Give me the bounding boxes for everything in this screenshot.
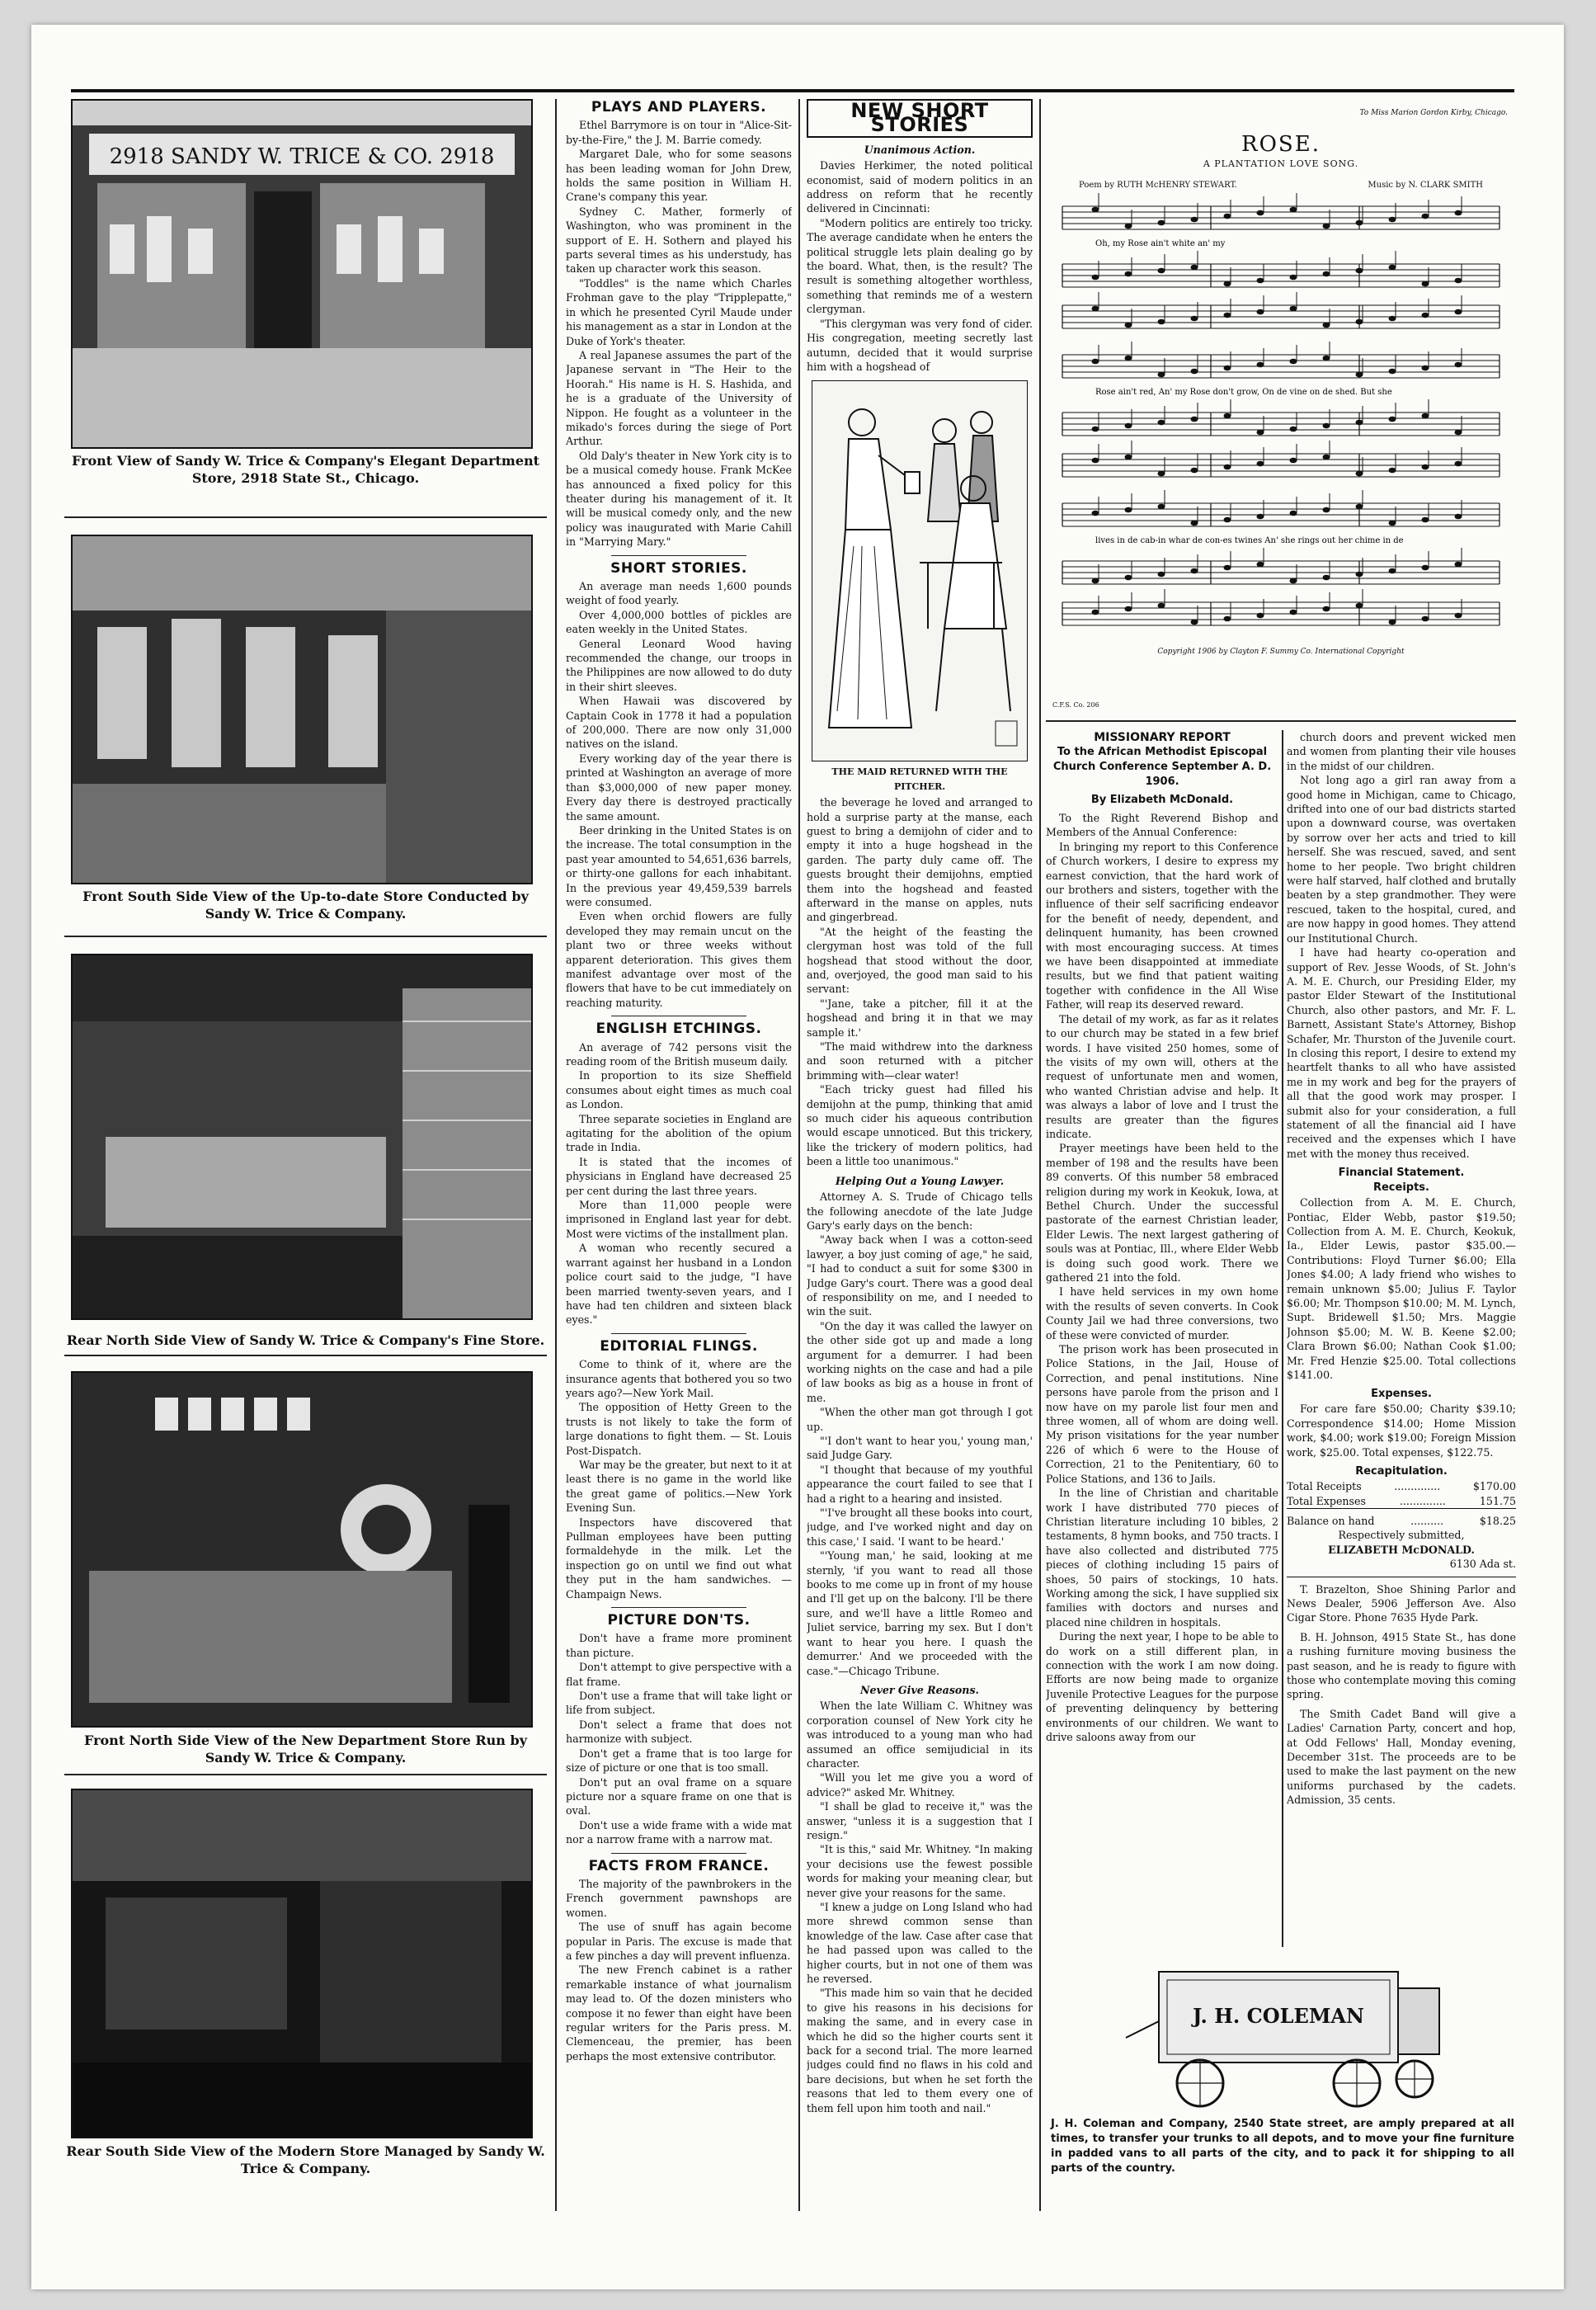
france-heading: FACTS FROM FRANCE. [588, 1857, 770, 1874]
music-note [1455, 362, 1462, 368]
sign-address: 6130 Ada st. [1449, 1558, 1516, 1571]
missionary-body-cont [1287, 730, 1516, 1161]
music-note [1323, 356, 1330, 361]
music-note [1257, 362, 1264, 368]
paragraph: "This clergyman was very fond of cider. His congregation, meeting secretly last autumn, decided that it would surprise him with a hogshead of [807, 317, 1033, 373]
store-photo-3 [71, 954, 533, 1320]
paragraph: Over 4,000,000 bottles of pickles are eaten weekly in the United States. [566, 608, 792, 636]
paragraph: T. Brazelton, Shoe Shining Parlor and News Dealer, 5906 Jefferson Ave. Also Cigar Store. Phone 7635 Hyde Park. [1287, 1582, 1516, 1624]
paragraph: "'Young man,' he said, looking at me sternly, 'if you want to read all those books to me come up in front of my house and I'll get up on the balcony. I'll be there sure, and we'll have a little Romeo and Juliet service, barring my sex. But I don't want to hear you here. I quash the demurrer.' And we proceeded with the case."—Chicago Tribune. [807, 1549, 1033, 1677]
music-note [1356, 572, 1363, 578]
music-note [1290, 306, 1297, 312]
music-note [1290, 275, 1297, 280]
music-note [1125, 224, 1132, 229]
column-rule [555, 99, 557, 2211]
paragraph: In the line of Christian and charitable work I have distributed 770 pieces of Christian literature including 10 bibles, 2 testaments, 8 hymn books, and 750 tracts. I have also collected and distributed 775 pieces of clothing including 15 pairs of shoes, 50 pairs of stockings, 10 hats. Working among the sick, I have supplied six families with doctors and nurses and placed nine children in hospitals. [1046, 1487, 1278, 1629]
music-note [1257, 210, 1264, 216]
paragraph: Beer drinking in the United States is on the increase. The total consumption in the past year amounted to 54,651,636 barrels, or thirty-one gallons for each inhabitant. In the previous year 49,459,539 barrels were consumed. [566, 823, 792, 908]
newspaper-page [31, 25, 1564, 2289]
paragraph: B. H. Johnson, 4915 State St., has done a rushing furniture moving business the past season, and he is ready to figure with those who contemplate moving this coming spring. [1287, 1630, 1516, 1701]
music-note [1323, 224, 1330, 229]
expenses-title: Expenses. [1371, 1388, 1432, 1401]
music-note [1257, 430, 1264, 436]
music-note [1356, 220, 1363, 226]
music-note [1125, 323, 1132, 328]
music-note [1158, 372, 1165, 378]
sign-name: ELIZABETH McDONALD. [1328, 1543, 1475, 1556]
paragraph: In proportion to its size Sheffield consumes about eight times as much coal as London. [566, 1069, 792, 1111]
paragraph: "I thought that because of my youthful appearance the court failed to see that I had a right to a hearing and insisted. [807, 1463, 1033, 1505]
music-note [1455, 430, 1462, 436]
music-note [1125, 507, 1132, 513]
music-note [1323, 507, 1330, 513]
music-note [1092, 458, 1099, 464]
paragraph: "Away back when I was a cotton-seed lawyer, a boy just coming of age," he said, "I had to conduct a suit for some $300 in Judge Gary's court. There was a good deal of responsibility on me, and I needed to win the suit. [807, 1233, 1033, 1318]
music-note [1092, 511, 1099, 516]
music-note [1092, 578, 1099, 584]
music-note [1290, 207, 1297, 213]
reasons-body [807, 1699, 1033, 2115]
paragraph: An average man needs 1,600 pounds weight of food yearly. [566, 580, 792, 607]
music-note [1257, 309, 1264, 315]
song-lyrics: lives in de cab-in whar de con-es twines An' she rings out her chime in de [1095, 536, 1404, 545]
music-note [1224, 281, 1231, 287]
photo-caption-3: Rear North Side View of Sandy W. Trice & Company's Fine Store. [66, 1332, 545, 1348]
financial-title: Financial Statement. [1338, 1167, 1465, 1180]
paragraph: When Hawaii was discovered by Captain Cook in 1778 it had a population of 200,000. There are now only 31,000 natives on the island. [566, 695, 792, 751]
music-note [1389, 316, 1396, 322]
lawyer-subhead: Helping Out a Young Lawyer. [835, 1174, 1005, 1187]
paragraph: Don't attempt to give perspective with a flat frame. [566, 1661, 792, 1688]
music-note [1290, 610, 1297, 615]
paragraph: Inspectors have discovered that Pullman employees have been putting formaldehyde in the milk. Let the inspection go on until we find out what they put in the ham sandwiches. — Champaign News. [566, 1516, 792, 1600]
paragraph: "The maid withdrew into the darkness and soon returned with a pitcher brimming with—clear water! [807, 1040, 1033, 1082]
photo-caption-1: Front View of Sandy W. Trice & Company's Elegant Department Store, 2918 State St., Chicago. [71, 453, 540, 486]
music-note [1158, 268, 1165, 274]
photo-caption-4: Front North Side View of the New Department Store Run by Sandy W. Trice & Company. [84, 1732, 527, 1766]
paragraph: the beverage he loved and arranged to hold a surprise party at the manse, each guest to bring a demijohn of cider and to empty it into a huge hogshead in the garden. The party duly came off. The guests brought their demijohns, emptied them into the hogshead and feasted afterward in the manse on apples, nuts and gingerbread. [807, 796, 1033, 924]
music-note [1191, 265, 1198, 271]
music-note [1455, 613, 1462, 619]
photo-block-1 [64, 99, 547, 518]
missionary-title: MISSIONARY REPORT [1094, 731, 1231, 744]
paragraph: The opposition of Hetty Green to the trusts is not likely to take the form of large donations to fight them. — St. Louis Post-Dispatch. [566, 1401, 792, 1457]
paragraph: The majority of the pawnbrokers in the French government pawnshops are women. [566, 1877, 792, 1919]
music-note [1224, 313, 1231, 318]
paragraph: An average of 742 persons visit the reading room of the British museum daily. [566, 1040, 792, 1068]
music-note [1191, 369, 1198, 375]
music-note [1125, 575, 1132, 581]
france-body [566, 1877, 792, 2063]
music-note [1422, 565, 1429, 571]
music-note [1455, 210, 1462, 216]
music-note [1257, 278, 1264, 284]
paragraph: I have held services in my own home with the results of seven converts. In Cook County Jail we had three conversions, two of these were convicted of murder. [1046, 1285, 1278, 1341]
paragraph: A woman who recently secured a warrant against her husband in a London police court said to the judge, "I have been married twenty-seven years, and I have had ten children and sixteen black eyes." [566, 1242, 792, 1327]
music-note [1356, 504, 1363, 510]
paragraph: Sydney C. Mather, formerly of Washington, who was prominent in the support of E. H. Sothern and played his parts several times as his understudy, has taken up character work this season. [566, 205, 792, 276]
paragraph: The detail of my work, as far as it relates to our church may be stated in a few brief words. I have visited 250 homes, some of the visits of my own will, others at the request of unfortunate men and women, who wanted Christian advise and help. It was always a labor of love and I trust the results are greater than the figures indicate. [1046, 1012, 1278, 1140]
music-note [1092, 359, 1099, 365]
paragraph: Three separate societies in England are agitating for the abolition of the opium trade in India. [566, 1112, 792, 1154]
music-note [1389, 521, 1396, 526]
music-note [1158, 603, 1165, 609]
coleman-ad-text: J. H. Coleman and Company, 2540 State street, are amply prepared at all times, to transfer your trunks to all depots, and to move your fine furniture in padded vans to all parts of the city, and to pack it for shipping to all parts of the country. [1051, 2118, 1514, 2175]
sign-respect: Respectively submitted, [1338, 1529, 1465, 1542]
music-note [1125, 455, 1132, 460]
coleman-ad [1051, 1955, 1514, 2219]
music-plate: C.F.S. Co. 206 [1052, 701, 1099, 709]
recap-title: Recapitulation. [1355, 1465, 1448, 1478]
music-dedication: To Miss Marion Gordon Kirby, Chicago. [1359, 109, 1508, 117]
english-heading: ENGLISH ETCHINGS. [596, 1021, 762, 1038]
paragraph: Margaret Dale, who for some seasons has been leading woman for John Drew, holds the same position in William H. Crane's company this year. [566, 148, 792, 204]
paragraph: "When the other man got through I got up. [807, 1406, 1033, 1433]
total-receipts-line: Total Receipts .............. $170.00 [1287, 1480, 1516, 1493]
paragraph: During the next year, I hope to be able to do work on a still different plan, in connection with the work I am now doing. Efforts are now being made to organize Juvenile Protective Leagues for the purpose of preventing delinquency by bettering environments of our children. We want to drive saloons away from our [1046, 1630, 1278, 1743]
editorial-body [566, 1357, 792, 1601]
paragraph: When the late William C. Whitney was corporation counsel of New York city he was introduced to a young man who had assumed an office semijudicial in its character. [807, 1700, 1033, 1770]
paragraph: "On the day it was called the lawyer on the other side got up and made a long argument for a demurrer. I had been working nights on the case and had a pile of law books as big as a house in front of me. [807, 1319, 1033, 1404]
picture-body [566, 1631, 792, 1846]
photo-block-5 [64, 1775, 547, 2193]
missionary-column [1046, 730, 1278, 1959]
music-note [1356, 603, 1363, 609]
plays-heading: PLAYS AND PLAYERS. [591, 99, 767, 116]
music-note [1389, 568, 1396, 574]
receipts-title: Receipts. [1372, 1181, 1429, 1195]
store-photo-5 [71, 1789, 533, 2138]
paragraph: I have had hearty co-operation and support of Rev. Jesse Woods, of St. John's A. M. E. Church, our Presiding Elder, my pastor Elder Stewart of the Institutional Church, also other pastors, and Mr. F. L. Barnett, Assistant State's Attorney, Bishop Schafer, Mr. Thurston of the Juvenile court. In closing this report, I desire to extend my heartfelt thanks to all who have assisted me in my work and beg for the prayers of all that the good work may prosper. I submit also for your consideration, a full statement of all the financial aid I have received and the expenses which I have met with the money thus received. [1287, 946, 1516, 1160]
music-note [1455, 514, 1462, 520]
music-note [1422, 464, 1429, 470]
music-note [1323, 575, 1330, 581]
music-note [1389, 369, 1396, 375]
music-note [1191, 316, 1198, 322]
paragraph: "'I've brought all these books into court, judge, and I've worked night and day on this case,' I said. 'I want to be heard.' [807, 1506, 1033, 1548]
column-3 [807, 99, 1033, 2211]
paragraph: It is stated that the incomes of physicians in England have decreased 25 per cent during the last three years. [566, 1155, 792, 1197]
music-note [1389, 217, 1396, 223]
music-note [1455, 461, 1462, 467]
paragraph: church doors and prevent wicked men and women from planting their vile houses in the midst of our children. [1287, 731, 1516, 772]
music-note [1158, 420, 1165, 426]
music-note [1356, 372, 1363, 378]
photo-block-3 [64, 937, 547, 1356]
song-lyrics: Oh, my Rose ain't white an' my [1095, 239, 1226, 248]
paragraph: "At the height of the feasting the clergyman host was told of the full hogshead that stood without the door, and, overjoyed, the good man said to his servant: [807, 925, 1033, 996]
paragraph: War may be the greater, but next to it at least there is no game in the world like the great game of politics.—New York Evening Sun. [566, 1458, 792, 1515]
music-note [1290, 427, 1297, 432]
music-note [1158, 319, 1165, 325]
music-note [1290, 578, 1297, 584]
music-note [1125, 606, 1132, 612]
music-note [1455, 278, 1462, 284]
music-note [1125, 356, 1132, 361]
unanimous-body [807, 158, 1033, 374]
music-note [1158, 504, 1165, 510]
music-note [1323, 323, 1330, 328]
paragraph: "This made him so vain that he decided to give his reasons in his decisions for making the same, and in every case in which he did so the higher courts sent it back for a second trial. The more learned judges could find no flaws in his cold and bare decisions, but when he set forth the reasons that led to them every one of them fell upon him tooth and nail." [807, 1987, 1033, 2114]
music-note [1455, 309, 1462, 315]
paragraph: Don't get a frame that is too large for size of picture or one that is too small. [566, 1747, 792, 1775]
store-photo-1 [71, 99, 533, 449]
paragraph: "'I don't want to hear you,' young man,' said Judge Gary. [807, 1435, 1033, 1462]
paragraph: Don't use a frame that will take light or life from subject. [566, 1690, 792, 1717]
paragraph: "'Jane, take a pitcher, fill it at the hogshead and bring it in that we may sample it.' [807, 997, 1033, 1039]
music-note [1191, 468, 1198, 474]
paragraph: Even when orchid flowers are fully developed they may remain uncut on the plant two or three weeks without apparent deterioration. This gives them manifest advantage over most of the flowers that have to be cut immediately on reaching maturity. [566, 910, 792, 1009]
music-note [1125, 271, 1132, 277]
music-copyright: Copyright 1906 by Clayton F. Summy Co. International Copyright [1157, 648, 1405, 656]
music-note [1422, 365, 1429, 371]
music-note [1191, 217, 1198, 223]
balance-line: Balance on hand .......... $18.25 [1287, 1514, 1516, 1527]
music-note [1389, 620, 1396, 625]
paragraph: More than 11,000 people were imprisoned in England last year for debt. Most were victims of the installment plan. [566, 1199, 792, 1240]
photo-block-2 [64, 518, 547, 937]
music-note [1389, 265, 1396, 271]
paragraph: Every working day of the year there is printed at Washington an average of more than $3,000,000 of new paper money. Every day there is destroyed practically the same amount. [566, 752, 792, 823]
music-staves [1046, 190, 1516, 639]
paragraph: The use of snuff has again become popular in Paris. The excuse is made that a few pinches a day will prevent influenza. [566, 1921, 792, 1962]
paragraph: To the Right Reverend Bishop and Members of the Annual Conference: [1046, 812, 1278, 839]
photo-block-4 [64, 1356, 547, 1775]
music-note [1290, 511, 1297, 516]
music-note [1422, 313, 1429, 318]
music-note [1158, 220, 1165, 226]
music-note [1224, 517, 1231, 523]
english-body [566, 1040, 792, 1327]
top-rule [71, 89, 1514, 92]
paragraph: Old Daly's theater in New York city is to be a musical comedy house. Frank McKee has announced a fixed policy for this theater during his management of it. It will be musical comedy only, and the new policy was inaugurated with Marie Cahill in "Marrying Mary." [566, 449, 792, 549]
music-note [1356, 268, 1363, 274]
music-note [1092, 427, 1099, 432]
paragraph: The Smith Cadet Band will give a Ladies' Carnation Party, concert and hop, at Odd Fellows' Hall, Monday evening, December 31st. The proceeds are to be used to make the last payment on the new uniforms purchased by the cadets. Admission, 35 cents. [1287, 1707, 1516, 1807]
paragraph: "I knew a judge on Long Island who had more shrewd common sense than knowledge of the law. Case after case that he had passed upon was called to the higher courts, but in not one of them was he reversed. [807, 1901, 1033, 1986]
paragraph: General Leonard Wood having recommended the change, our troops in the Philippines are now allowed to do duty in their shirt sleeves. [566, 637, 792, 693]
paragraph: Not long ago a girl ran away from a good home in Michigan, came to Chicago, drifted into one of our bad districts started upon a downward course, was overtaken by sorrow over her acts and tried to kill herself. She was rescued, saved, and sent home to her people. Two bright children were half starved, half clothed and brutally beaten by a step grandmother. They were rescued, taken to the hospital, cured, and are now happy in good homes. They attend our Institutional Church. [1287, 774, 1516, 945]
music-note [1191, 521, 1198, 526]
music-note [1323, 455, 1330, 460]
music-note [1290, 458, 1297, 464]
total-expenses-line: Total Expenses .............. 151.75 [1287, 1494, 1516, 1509]
music-note [1224, 214, 1231, 219]
photo-caption-5: Rear South Side View of the Modern Store Managed by Sandy W. Trice & Company. [66, 2143, 545, 2176]
short-stories-heading: SHORT STORIES. [610, 559, 747, 577]
lawyer-body [807, 1190, 1033, 1678]
music-note [1290, 359, 1297, 365]
reasons-subhead: Never Give Reasons. [860, 1683, 979, 1696]
missionary-column-2 [1287, 730, 1516, 1951]
paragraph: A real Japanese assumes the part of the Japanese servant in "The Heir to the Hoorah." His name is H. S. Hashida, and he is a graduate of the University of Nippon. He fought as a volunteer in the mikado's forces during the siege of Port Arthur. [566, 348, 792, 448]
paragraph: The prison work has been prosecuted in Police Stations, in the Jail, House of Correction, and penal institutions. Nine persons have parole from the prison and I now have on my parole list four men and three women, all of whom are doing well. My prison visitations for the year number 226 of which 6 were to the House of Correction, 21 to the Penitentiary, 60 to Police Stations, and 136 to Jails. [1046, 1343, 1278, 1485]
music-note [1224, 616, 1231, 622]
music-note [1356, 471, 1363, 477]
music-note [1422, 281, 1429, 287]
music-note [1092, 207, 1099, 213]
store-photo-4 [71, 1371, 533, 1728]
song-title: ROSE. [1241, 132, 1321, 157]
paragraph: "Each tricky guest had filled his demijohn at the pump, thinking that amid so much cider his aqueous contribution would escape unnoticed. But this trickery, like the trickery of modern politics, had been a little too unanimous." [807, 1083, 1033, 1168]
paragraph: The new French cabinet is a rather remarkable instance of what journalism may lead to. Of the dozen ministers who compose it no fewer than eight have been regular writers for the Paris press. M. Clemenceau, the premier, has been perhaps the most extensive contributor. [566, 1964, 792, 2062]
expenses-text: For care fare $50.00; Charity $39.10; Correspondence $14.00; Home Mission work, $4.00; work $19.00; Foreign Mission work, $25.00. Total expenses, $122.75. [1287, 1402, 1516, 1459]
unanimous-body-cont [807, 795, 1033, 1169]
column-rule [1282, 730, 1283, 1947]
picture-heading: PICTURE DON'TS. [607, 1612, 751, 1629]
music-note [1323, 271, 1330, 277]
column-rule [798, 99, 800, 2211]
music-note [1224, 413, 1231, 419]
music-note [1389, 417, 1396, 422]
paragraph: Don't use a wide frame with a wide mat nor a narrow frame with a narrow mat. [566, 1818, 792, 1846]
music-note [1422, 214, 1429, 219]
music-note [1389, 468, 1396, 474]
new-short-stories-title: NEW SHORT STORIES [807, 99, 1033, 138]
music-note [1422, 616, 1429, 622]
music-note [1323, 606, 1330, 612]
column-rule [1039, 99, 1041, 2211]
missionary-by: By Elizabeth McDonald. [1090, 794, 1234, 806]
music-note [1323, 423, 1330, 429]
illustration-caption: THE MAID RETURNED WITH THE PITCHER. [831, 766, 1008, 792]
music-note [1191, 620, 1198, 625]
paragraph: "I shall be glad to receive it," was the answer, "unless it is a suggestion that I resign." [807, 1800, 1033, 1841]
music-note [1191, 568, 1198, 574]
music-note [1158, 471, 1165, 477]
store-sign-text: 2918 SANDY W. TRICE & CO. 2918 [109, 144, 495, 169]
maid-illustration [812, 380, 1028, 761]
short-stories-body [566, 579, 792, 1010]
music-note [1257, 514, 1264, 520]
music-note [1092, 610, 1099, 615]
music-note [1092, 306, 1099, 312]
music-note [1257, 562, 1264, 568]
music-note [1158, 572, 1165, 578]
music-note [1422, 517, 1429, 523]
paragraph: Don't select a frame that does not harmonize with subject. [566, 1718, 792, 1746]
paragraph: Prayer meetings have been held to the member of 198 and the results have been 89 converts. Of this number 58 embraced religion during my work in Keokuk, Iowa, at Bethel Church. Under the successful pastorate of the earnest Christian leader, Elder Lewis. The next largest gathering of souls was at Pontiac, Ill., where Elder Webb is doing such good work. There we gathered 21 into the fold. [1046, 1142, 1278, 1284]
music-note [1224, 565, 1231, 571]
column-2 [566, 99, 792, 2211]
store-photo-2 [71, 535, 533, 884]
music-note [1092, 275, 1099, 280]
unanimous-subhead: Unanimous Action. [864, 143, 976, 156]
paragraph: In bringing my report to this Conference of Church workers, I desire to express my earnest conviction, that the hard work of our brothers and sisters, together with the influence of their self sacrificing endeavor for the benefit of needy, dependent, and delinquent humanity, has been crowned with most encouraging success. At times we have been disappointed at immediate results, but we find that patient waiting together with confidence in the All Wise Father, will reap its deserved reward. [1046, 840, 1278, 1011]
music-note [1224, 365, 1231, 371]
photo-caption-2: Front South Side View of the Up-to-date Store Conducted by Sandy W. Trice & Company. [82, 889, 529, 922]
music-note [1257, 613, 1264, 619]
paragraph: "Modern politics are entirely too tricky. The average candidate when he enters the political struggle lets plain dealing go by the board. What, then, is the result? The result is something altogether worthless, something that reminds me of a western clergyman. [807, 216, 1033, 316]
editorial-heading: EDITORIAL FLINGS. [600, 1337, 758, 1355]
song-subtitle: A PLANTATION LOVE SONG. [1203, 158, 1359, 169]
music-credits [1079, 181, 1483, 190]
paragraph: "Will you let me give you a word of advice?" asked Mr. Whitney. [807, 1771, 1033, 1798]
wagon-illustration [1109, 1955, 1456, 2112]
paragraph: Come to think of it, where are the insurance agents that bothered you so two years ago?—New York Mail. [566, 1358, 792, 1399]
music-note [1422, 413, 1429, 419]
paragraph: Attorney A. S. Trude of Chicago tells the following anecdote of the late Judge Gary's early days on the bench: [807, 1190, 1033, 1232]
music-credit: Music by N. CLARK SMITH [1368, 181, 1483, 190]
music-note [1125, 423, 1132, 429]
missionary-to: To the African Methodist Episcopal Church Conference September A. D. 1906. [1052, 746, 1272, 788]
music-note [1224, 464, 1231, 470]
music-note [1356, 319, 1363, 325]
paragraph: Don't put an oval frame on a square picture nor a square frame on one that is oval. [566, 1775, 792, 1817]
paragraph: Davies Herkimer, the noted political economist, said of modern politics in an address on reform that he recently delivered in Cincinnati: [807, 159, 1033, 215]
paragraph: Don't have a frame more prominent than picture. [566, 1632, 792, 1659]
small-ads [1287, 1582, 1516, 1808]
music-note [1455, 562, 1462, 568]
song-lyrics: Rose ain't red, An' my Rose don't grow, On de vine on de shed. But she [1095, 388, 1392, 397]
music-note [1191, 417, 1198, 422]
paragraph: "Toddles" is the name which Charles Frohman gave to the play "Tripplepatte," in which he presented Cyril Maude under his management as a star in London at the Duke of York's theater. [566, 276, 792, 347]
wagon-sign: J. H. COLEMAN [1193, 2004, 1364, 2028]
sheet-music [1046, 106, 1516, 722]
music-note [1257, 461, 1264, 467]
poem-credit: Poem by RUTH McHENRY STEWART. [1079, 181, 1237, 190]
music-note [1356, 420, 1363, 426]
photo-column [64, 99, 547, 2211]
plays-body [566, 118, 792, 549]
paragraph: Ethel Barrymore is on tour in "Alice-Sit-by-the-Fire," the J. M. Barrie comedy. [566, 119, 792, 146]
receipts-text: Collection from A. M. E. Church, Pontiac, Elder Webb, pastor $19.50; Collection from A. M. E. Church, Keokuk, Ia., Elder Lewis, pastor $35.00.—Contributions: Floyd Turner $6.00; Ella Jones $4.00; A lady friend who wishes to remain unknown $5.00; Julius F. Taylor $6.00; Mr. Thompson $10.00; M. M. Lynch, Supt. Bridewell $1.50; Mrs. Maggie Johnson $5.00; M. W. B. Keene $2.00; Clara Brown $6.00; Nathan Cook $1.00; Mr. Fred Henzie $25.00. Total collections $141.00. [1287, 1196, 1516, 1382]
missionary-body [1046, 811, 1278, 1744]
paragraph: "It is this," said Mr. Whitney. "In making your decisions use the fewest possible words for making your meaning clear, but never give your reasons for the same. [807, 1843, 1033, 1899]
